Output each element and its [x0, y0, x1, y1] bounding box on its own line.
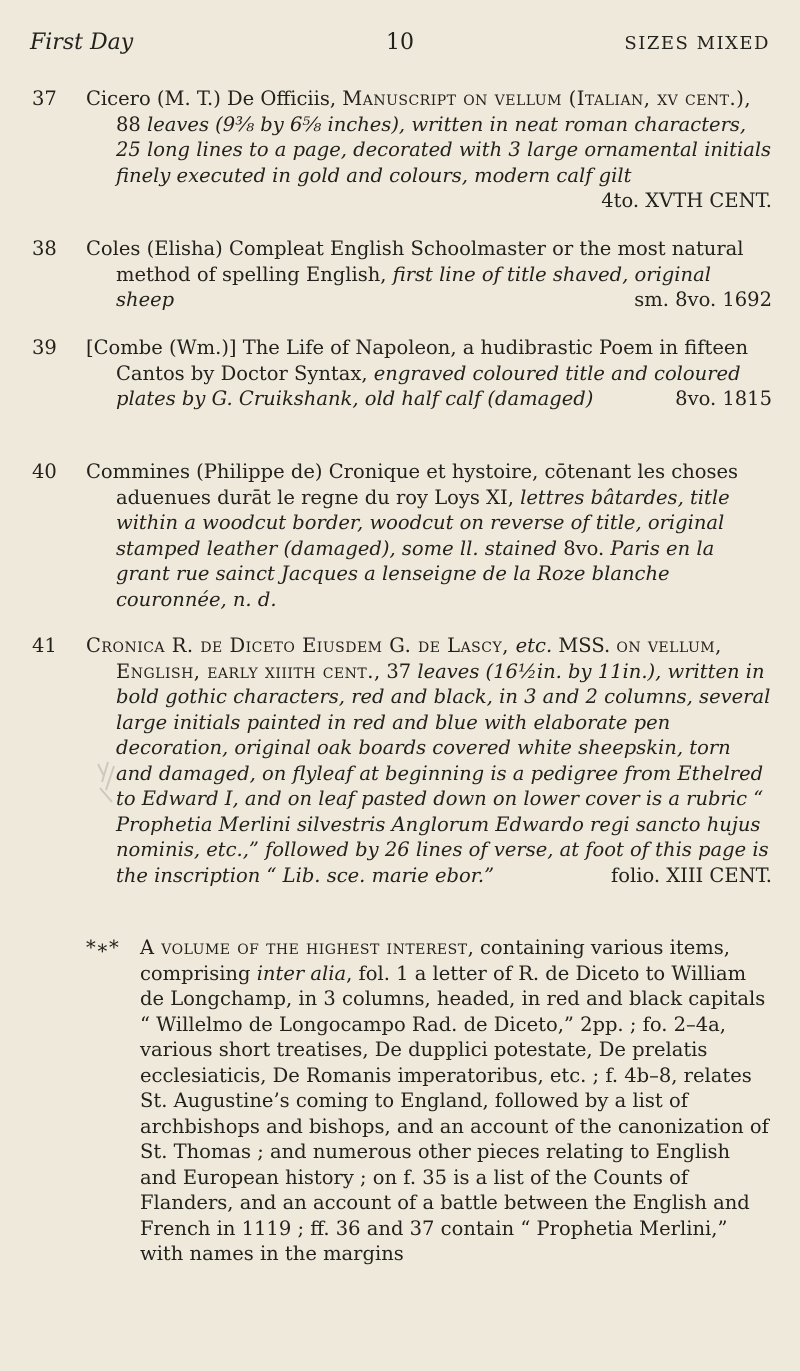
lot-38: [32, 236, 772, 313]
lot-format: folio. XIII CENT.: [611, 863, 772, 887]
description-run: , containing various items, comprising: [140, 936, 730, 985]
lot-description: [86, 335, 772, 412]
description-run: Manuscript on vellum (Italian, xv cent.): [342, 87, 745, 110]
description-run: , 37: [373, 659, 418, 683]
description-run: Coles (Elisha) Compleat English Schoolmaster or the most natural method of spelling English,: [86, 237, 744, 286]
lot-format: 4to. XVTH CENT.: [601, 189, 772, 212]
description-run: Cronica R. de Diceto Eiusdem G. de Lascy,: [86, 634, 516, 657]
note-text: [140, 935, 772, 1267]
description-run: etc.: [515, 634, 553, 657]
lot-number: 37: [32, 87, 57, 110]
description-run: , 88: [116, 87, 751, 136]
lot-description: [86, 86, 772, 214]
lot-description: [86, 459, 772, 612]
description-run: leaves (9⅜ by 6⅝ inches), written in neat roman characters, 25 long lines to a page, decorated with 3 large ornamental initials finely executed in gold and colours, modern calf gilt: [116, 112, 772, 187]
lot-number: 41: [32, 634, 57, 657]
description-run: A volume of the highest interest: [140, 936, 468, 959]
description-run: , fol. 1 a letter of R. de Diceto to William de Longchamp, in 3 columns, headed, in red and black capitals “ Willelmo de Longocampo Rad. de Diceto,” 2pp. ; fo. 2–4a, various short treatises, De dupplici potestate, De prelatis ecclesiaticis, De Romanis imperatoribus, etc. ; f. 4b–8, relates St. Augustine’s coming to England, followed by a list of archbishops and bishops, and an account of the canonization of St. Thomas ; and numerous other pieces relating to English and European history ; on f. 35 is a list of the Counts of Flanders, and an account of a battle between the English and French in 1119 ; ff. 36 and 37 contain “ Prophetia Merlini,” with names in the margins: [140, 961, 769, 1265]
description-run: Paris en la grant rue sainct Jacques a lenseigne de la Roze blanche couronnée, n. d.: [116, 536, 715, 611]
lot-number: 38: [32, 237, 57, 260]
lot-number: 39: [32, 336, 57, 359]
lot-39: [32, 335, 772, 412]
description-run: Commines (Philippe de) Cronique et hystoire, cōtenant les choses aduenues durāt le regne du roy Loys XI,: [86, 460, 739, 509]
page-header: [30, 30, 770, 62]
lot-description: [86, 236, 772, 313]
description-run: [Combe (Wm.)] The Life of Napoleon, a hudibrastic Poem in fifteen Cantos by Doctor Syntax,: [86, 336, 749, 385]
description-run: 8vo.: [557, 536, 611, 560]
lot-description: [86, 633, 772, 888]
lot-format: sm. 8vo. 1692: [634, 288, 772, 311]
page-number: 10: [386, 30, 414, 55]
lot-41: [32, 633, 772, 888]
description-run: first line of title shaved, original sheep: [116, 262, 711, 311]
description-run: leaves (16½in. by 11in.), written in bold gothic characters, red and black, in 3 and 2 columns, several large initials painted in red and blue with elaborate pen decoration, original oak boards covered white sheepskin, torn and damaged, on flyleaf at beginning is a pedigree from Ethelred to Edward I, and on leaf pasted down on lower cover is a rubric “ Prophetia Merlini silvestris Anglorum Edwardo regi sancto hujus nominis, etc.,” followed by 26 lines of verse, at foot of this page is the inscription “ Lib. sce. marie ebor.”: [116, 659, 771, 887]
asterism-icon: *∗*: [86, 936, 119, 959]
description-run: on vellum, English, early xiiith cent.: [116, 634, 722, 683]
lot-format: 8vo. 1815: [675, 387, 772, 410]
description-run: Cicero (M. T.) De Officiis,: [86, 87, 343, 110]
lot-37: [32, 86, 772, 214]
description-run: lettres bâtardes, title within a woodcut border, woodcut on reverse of title, original stamped leather (damaged), some ll. stained: [116, 485, 730, 560]
lot-40: [32, 459, 772, 612]
description-run: inter alia: [256, 961, 347, 985]
running-head-section: SIZES MIXED: [624, 33, 770, 54]
description-run: MSS.: [552, 634, 617, 657]
lot-41-note: [86, 935, 772, 1267]
lot-number: 40: [32, 460, 57, 483]
description-run: engraved coloured title and coloured plates by G. Cruikshank, old half calf (damaged): [116, 361, 741, 410]
running-head-day: First Day: [30, 30, 134, 55]
